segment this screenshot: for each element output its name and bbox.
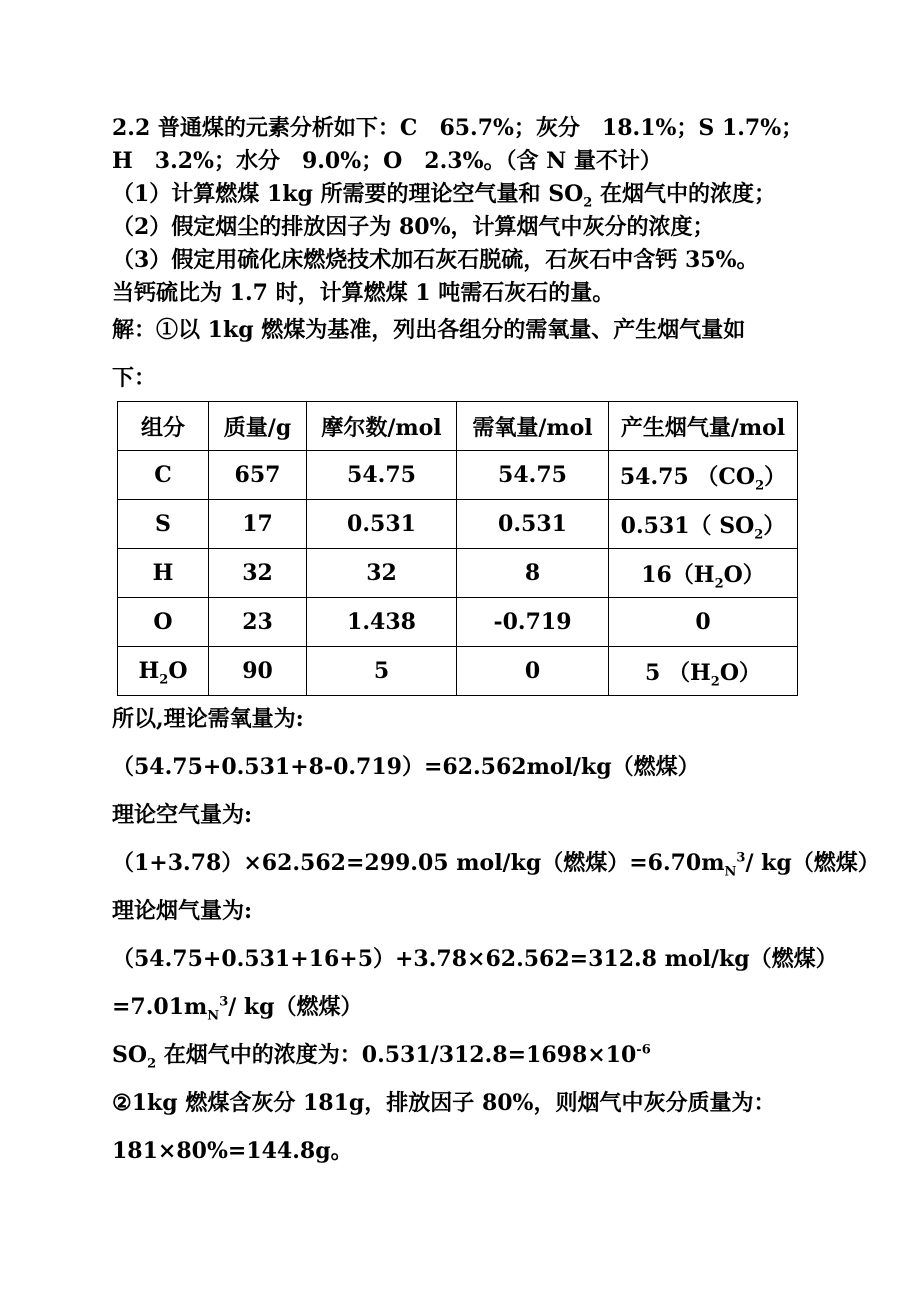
cell-oxygen: 54.75 xyxy=(457,451,609,500)
table-row xyxy=(118,647,798,696)
cell-flue-gas: 0.531（ $SO_2$） xyxy=(609,500,798,549)
problem-statement xyxy=(112,112,812,402)
table-row xyxy=(118,598,798,647)
solution-line-6: （54.75+0.531+16+5）+3.78×62.562=312.8 mol/kg（燃煤） xyxy=(112,946,838,972)
solution-line-1: 所以,理论需氧量为: xyxy=(112,706,304,732)
solution-intro: 解：①以 1kg 燃煤为基准，列出各组分的需氧量、产生烟气量如 xyxy=(112,317,746,343)
table-row xyxy=(118,451,798,500)
cell-mass: 90 xyxy=(209,647,307,696)
header-flue-gas: 产生烟气量/mol xyxy=(609,402,798,451)
cell-moles: 32 xyxy=(307,549,457,598)
cell-oxygen: -0.719 xyxy=(457,598,609,647)
problem-line-2: H 3.2%；水分 9.0%；O 2.3%。（含 N 量不计） xyxy=(112,148,662,174)
solution-line-4: （1+3.78）×62.562=299.05 mol/kg（燃煤）$=6.70m_N^3/$ kg（燃煤） xyxy=(112,850,880,880)
solution-line-3: 理论空气量为: xyxy=(112,802,253,828)
solution-line-7: $=7.01m_N^3/$ kg（燃煤） xyxy=(112,994,363,1024)
cell-mass: 17 xyxy=(209,500,307,549)
cell-flue-gas: 0 xyxy=(609,598,798,647)
table-header-row xyxy=(118,402,798,451)
cell-moles: 0.531 xyxy=(307,500,457,549)
cell-oxygen: 0.531 xyxy=(457,500,609,549)
solution-line-2: （54.75+0.531+8-0.719）=62.562mol/kg（燃煤） xyxy=(112,754,700,780)
cell-component: $H_2O$ xyxy=(118,647,209,696)
cell-mass: 32 xyxy=(209,549,307,598)
cell-oxygen: 0 xyxy=(457,647,609,696)
cell-component: O xyxy=(118,598,209,647)
solution-line-9: ②1kg 燃煤含灰分 181g，排放因子 80%，则烟气中灰分质量为： xyxy=(112,1090,776,1116)
table-row xyxy=(118,549,798,598)
header-component: 组分 xyxy=(118,402,209,451)
question-2: （2）假定烟尘的排放因子为 80%，计算烟气中灰分的浓度； xyxy=(112,214,715,240)
problem-line-1: 2.2 普通煤的元素分析如下：C 65.7%；灰分 18.1%；S 1.7%； xyxy=(112,115,804,141)
cell-mass: 657 xyxy=(209,451,307,500)
cell-mass: 23 xyxy=(209,598,307,647)
cell-flue-gas: 54.75 $(CO_2)$ xyxy=(609,451,798,500)
cell-moles: 54.75 xyxy=(307,451,457,500)
cell-component: C xyxy=(118,451,209,500)
header-moles: 摩尔数/mol xyxy=(307,402,457,451)
component-table xyxy=(117,401,798,696)
question-3-cont: 当钙硫比为 1.7 时，计算燃煤 1 吨需石灰石的量。 xyxy=(112,280,615,306)
solution-line-5: 理论烟气量为: xyxy=(112,898,253,924)
cell-flue-gas: $16(H_2O)$ xyxy=(609,549,798,598)
table-row xyxy=(118,500,798,549)
solution-line-8: $SO_2$ 在烟气中的浓度为：$0.531/312.8=1698\times 10^{-6}$ xyxy=(112,1042,651,1072)
header-mass: 质量/g xyxy=(209,402,307,451)
solution-line-10: 181×80%=144.8g。 xyxy=(112,1138,353,1164)
solution-body xyxy=(112,695,880,1175)
solution-intro-cont: 下： xyxy=(112,365,157,391)
cell-oxygen: 8 xyxy=(457,549,609,598)
question-1: （1）计算燃煤 1kg 所需要的理论空气量和 $SO_2$ 在烟气中的浓度； xyxy=(112,181,776,211)
cell-moles: 1.438 xyxy=(307,598,457,647)
header-oxygen: 需氧量/mol xyxy=(457,402,609,451)
cell-component: H xyxy=(118,549,209,598)
cell-component: S xyxy=(118,500,209,549)
cell-flue-gas: 5 $(H_2O)$ xyxy=(609,647,798,696)
question-3: （3）假定用硫化床燃烧技术加石灰石脱硫，石灰石中含钙 35%。 xyxy=(112,247,759,273)
cell-moles: 5 xyxy=(307,647,457,696)
